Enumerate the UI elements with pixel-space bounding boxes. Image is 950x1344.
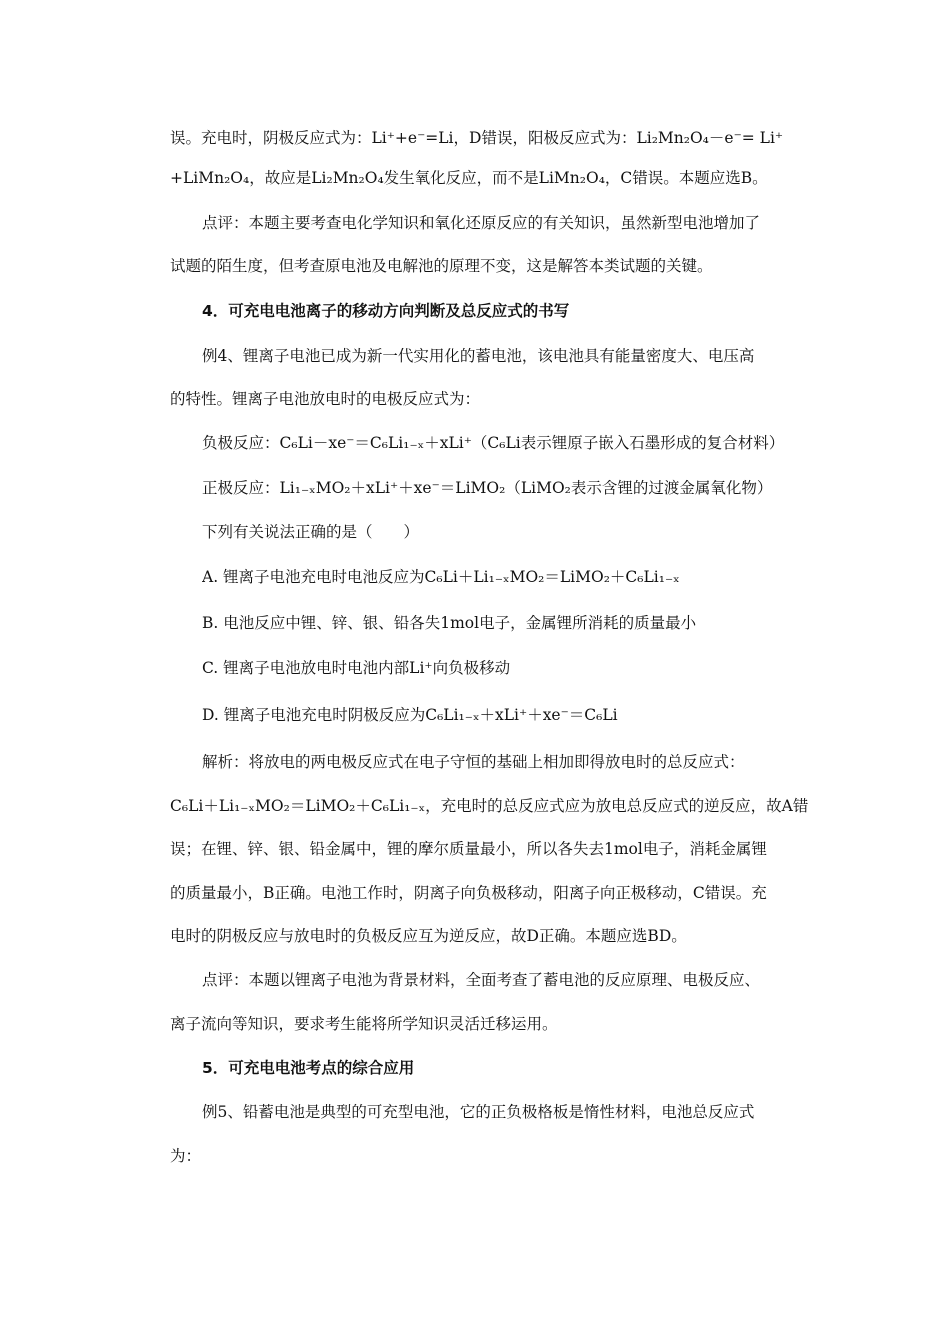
- text-line: +LiMn₂O₄，故应是Li₂Mn₂O₄发生氧化反应，而不是LiMn₂O₄，C错误。本题应选B。: [170, 169, 768, 187]
- option-d: D. 锂离子电池充电时阴极反应为C₆Li₁₋ₓ＋xLi⁺＋xe⁻＝C₆Li: [202, 706, 618, 724]
- text-line: 误；在锂、锌、银、铅金属中，锂的摩尔质量最小，所以各失去1mol电子，消耗金属锂: [170, 840, 767, 858]
- section-heading-5: 5．可充电电池考点的综合应用: [202, 1059, 415, 1077]
- text-line: 电时的阴极反应与放电时的负极反应互为逆反应，故D正确。本题应选BD。: [170, 927, 687, 945]
- text-line: 为：: [170, 1147, 202, 1165]
- text-line: C₆Li＋Li₁₋ₓMO₂＝LiMO₂＋C₆Li₁₋ₓ，充电时的总反应式应为放电总反应式的逆反应，故A错: [170, 797, 809, 815]
- text-line: 试题的陌生度，但考查原电池及电解池的原理不变，这是解答本类试题的关键。: [170, 257, 713, 275]
- question-stem: 下列有关说法正确的是（ ）: [202, 523, 420, 541]
- option-c: C. 锂离子电池放电时电池内部Li⁺向负极移动: [202, 659, 511, 677]
- section-heading-4: 4．可充电电池离子的移动方向判断及总反应式的书写: [202, 302, 570, 320]
- positive-electrode-reaction: 正极反应：Li₁₋ₓMO₂＋xLi⁺＋xe⁻＝LiMO₂（LiMO₂表示含锂的过渡金属氧化物）: [202, 479, 773, 497]
- negative-electrode-reaction: 负极反应：C₆Li－xe⁻＝C₆Li₁₋ₓ＋xLi⁺（C₆Li表示锂原子嵌入石墨形成的复合材料）: [202, 434, 785, 452]
- paragraph-comment: 点评：本题主要考查电化学知识和氧化还原反应的有关知识，虽然新型电池增加了: [202, 214, 761, 232]
- text-line: 的质量最小，B正确。电池工作时，阴离子向负极移动，阳离子向正极移动，C错误。充: [170, 884, 767, 902]
- option-a: A. 锂离子电池充电时电池反应为C₆Li＋Li₁₋ₓMO₂＝LiMO₂＋C₆Li₁₋ₓ: [202, 568, 680, 586]
- analysis-paragraph: 解析：将放电的两电极反应式在电子守恒的基础上相加即得放电时的总反应式：: [202, 753, 745, 771]
- example-4-intro: 例4、锂离子电池已成为新一代实用化的蓄电池，该电池具有能量密度大、电压高: [202, 347, 755, 365]
- text-line: 的特性。锂离子电池放电时的电极反应式为：: [170, 390, 481, 408]
- text-line: 误。充电时，阴极反应式为：Li⁺+e⁻=Li，D错误，阳极反应式为：Li₂Mn₂O₄－e⁻= Li⁺: [170, 129, 784, 147]
- option-b: B. 电池反应中锂、锌、银、铅各失1mol电子，金属锂所消耗的质量最小: [202, 614, 697, 632]
- text-line: 离子流向等知识，要求考生能将所学知识灵活迁移运用。: [170, 1015, 558, 1033]
- paragraph-comment: 点评：本题以锂离子电池为背景材料，全面考查了蓄电池的反应原理、电极反应、: [202, 971, 761, 989]
- example-5-intro: 例5、铅蓄电池是典型的可充型电池，它的正负极格板是惰性材料，电池总反应式: [202, 1103, 755, 1121]
